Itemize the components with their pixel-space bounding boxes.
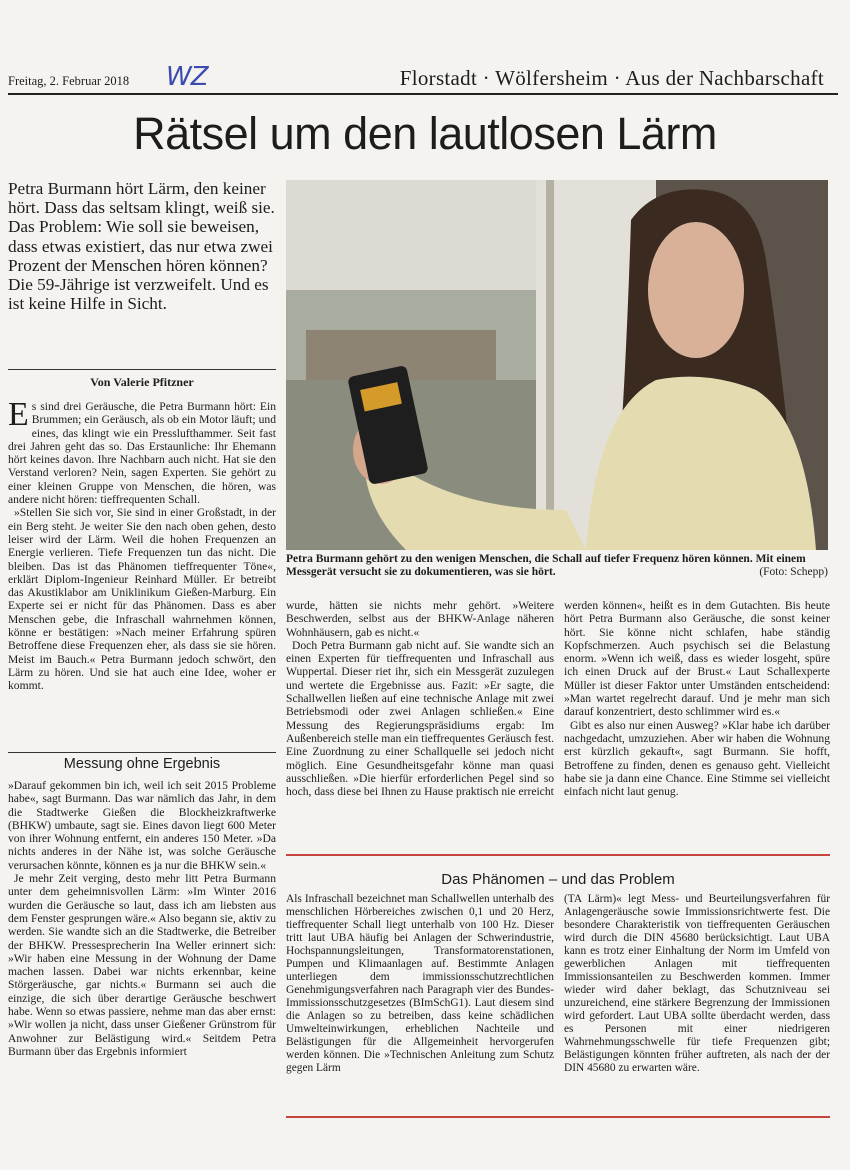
author-rule xyxy=(8,369,276,370)
paragraph: Doch Petra Burmann gab nicht auf. Sie wandte sich an einen Experten für tieffrequenten und Infraschall aus Wuppertal. Dieser riet ihr, sich ein Messgerät zuzulegen und wertete die Ergebnisse aus. Fazit: »Er sagte, die Schallwellen ließen auf eine technische Anlage mit zwei Betriebsmodi oder zwei Anlagen schließen.« Eine Messung des Regierungspräsidiums ergab: Im Außenbereich stelle man ein tieffrequentes Geräusch fest. Eine Zuordnung zu einer Schallquelle sei jedoch nicht möglich. Eine Gesundheitsgefahr könne man quasi ausschließen. »Die hierfür erforderlichen Pegel sind so hoch, dass diese bei Ihnen zu Hause praktisch nie erreicht xyxy=(286,638,554,799)
subhead-rule xyxy=(8,752,276,753)
photo-illustration xyxy=(286,180,828,550)
infobox-bottom-rule xyxy=(286,1116,830,1118)
article-photo xyxy=(286,180,828,550)
masthead-rule xyxy=(8,93,838,95)
paragraph: »Stellen Sie sich vor, Sie sind in einer Großstadt, in der ein Berg steht. Je weiter Sie den nach oben gehen, desto leiser wird der Lärm. Weil die hohen Frequenzen an Energie verlieren. Tiefe Frequenzen tun das nicht. Die bleiben. Das ist das Phänomen tieffrequenter Töne«, erklärt Diplom-Ingenieur Reinhard Müller. Er betreibt das Akustiklabor am Uniklinikum Gießen-Marburg. Ein Experte sei er nicht für das Phänomen. Dass es aber Menschen gebe, die Infraschall wahrnehmen können, könne er bestätigen: »Nach meiner Erfahrung spüren Betroffene diese Frequenzen eher, als dass sie sie hören. Meist im Bauch.« Petra Burmann jedoch schwört, den Lärm zu hören. Und sie hat auch eine Idee, woher er kommt. xyxy=(8,506,276,693)
photo-caption xyxy=(286,553,828,580)
article-column-3 xyxy=(564,599,830,798)
masthead xyxy=(8,62,838,96)
dropcap: E xyxy=(8,396,29,433)
section-title: Florstadt · Wölfersheim · Aus der Nachbarschaft xyxy=(399,66,824,90)
subhead: Messung ohne Ergebnis xyxy=(63,756,221,772)
infobox-title: Das Phänomen – und das Problem xyxy=(441,871,675,888)
article-lead: Petra Burmann hört Lärm, den keiner hört. Dass das seltsam klingt, weiß sie. Das Problem: Wie soll sie beweisen, dass etwas existiert, das nur etwa zwei Prozent der Menschen hören können? Die 59-Jährige ist verzweifelt. Und es ist keine Hilfe in Sicht. xyxy=(8,179,275,314)
paragraph: Je mehr Zeit verging, desto mehr litt Petra Burmann unter dem geheimnisvollen Lärm: »Im Winter 2016 wurden die Geräusche so laut, dass ich am liebsten aus dem Fenster gesprungen wäre.« Also begann sie, aktiv zu werden. Sie wandte sich an die Stadtwerke, die Betreiber der BHKW. Pressesprecherin Ina Weller erinnert sich: »Wir haben eine Messung in der Wohnung der Dame machen lassen. Dabei war nichts erkennbar, keine Störgeräusche, gar nichts.« Burmann sei auch die einzige, die sich über derartige Geräusche beschwert habe. Wenn so etwas passiere, nehme man das aber ernst: »Wir wollen ja nicht, dass unser Gießener Grünstrom für Anwohner zur Belästigung wird.« Seitdem Petra Burmann über das Ergebnis informiert xyxy=(8,872,276,1058)
paragraph: »Darauf gekommen bin ich, weil ich seit 2015 Probleme habe«, sagt Burmann. Das war nämlich das Jahr, in dem die Stadtwerke Gießen die Blockheizkraftwerke (BHKW) umbaute, sagt sie. Eines davon liegt 600 Meter von ihrer Wohnung entfernt, ein anderes 150 Meter. »Da nichts anderes in der Nähe ist, was solche Geräusche verursachen könnte, können es ja nur die BHKW sein.« xyxy=(8,779,276,872)
photo-credit: (Foto: Schepp) xyxy=(759,566,828,579)
infobox-top-rule xyxy=(286,854,830,856)
headline: Rätsel um den lautlosen Lärm xyxy=(133,108,717,159)
caption-text: Petra Burmann gehört zu den wenigen Menschen, die Schall auf tiefer Frequenz hören können. Mit einem Messgerät versucht sie zu dokumentieren, was sie hört. xyxy=(286,553,806,579)
paragraph: wurde, hätten sie nichts mehr gehört. »Weitere Beschwerden, selbst aus der BHKW-Anlage näheren Wohnhäusern, gab es nicht.« xyxy=(286,599,554,639)
newspaper-logo: WZ xyxy=(166,62,208,92)
infobox-column-2: (TA Lärm)« legt Mess- und Beurteilungsverfahren für Anlagengeräusche sowie Immissionsrichtwerte fest. Die besondere Charakteristik von tieffrequenten Geräuschen wird durch die DIN 45680 berücksichtigt. Laut UBA kann es trotz einer Einhaltung der Norm im Umfeld von gewerblichen Anlagen mit tieffrequenten Immissionsanteilen zu Beschwerden kommen. Immer wieder wird daher beklagt, das Schutzniveau sei unzureichend, eine stärkere Begrenzung der Immissionen wird gefordert. Laut UBA sollte überdacht werden, dass es Personen mit einer niedrigeren Wahrnehmungsschwelle für tiefe Frequenzen gibt; Belästigungen könnten früher auftreten, als nach der der DIN 45680 zu erwarten wäre. xyxy=(564,893,830,1074)
article-column-1 xyxy=(8,396,276,693)
byline: Von Valerie Pfitzner xyxy=(90,375,194,389)
infobox-column-1: Als Infraschall bezeichnet man Schallwellen unterhalb des menschlichen Hörbereiches zwischen 0,1 und 20 Herz, tieffrequenter Schall liegt unterhalb von 100 Hz. Dieser tritt laut UBA häufig bei Anlagen der Schwerindustrie, Hochspannungsleitungen, Transformatorenstationen, Pumpen und Klimaanlagen auf. Bestimmte Anlagen unterliegen dem immissionsschutzrechtlichen Genehmigungsverfahren nach Paragraph vier des Bundes-Immissionsschutzgesetzes (BImSchG1). Laut diesem sind die Anlagen so zu betreiben, dass keine schädlichen Umwelteinwirkungen, erheblichen Nachteile und Belästigungen für die Allgemeinheit hervorgerufen werden können. Die »Technischen Anleitung zum Schutz gegen Lärm xyxy=(286,893,554,1074)
paragraph: Es sind drei Geräusche, die Petra Burmann hört: Ein Brummen; ein Geräusch, als ob ein Motor läuft; und eines, das klingt wie ein Presslufthammer. Seit fast drei Jahren geht das so. Das Erstaunliche: Ihr Ehemann hört keines davon. Ihre Nachbarn auch nicht. Hat sie den Verstand verloren? Nein, sagen Experten. Sie gehört zu einer kleinen Gruppe von Menschen, die hören, was andere nicht hören: tieffrequenten Schall. xyxy=(8,396,276,507)
paragraph: Gibt es also nur einen Ausweg? »Klar habe ich darüber nachgedacht, umzuziehen. Aber wir haben die Wohnung erst kürzlich gekauft«, sagt Burmann. Sie hofft, Betroffene zu finden, denen es genauso geht. Vielleicht habe sie ja dann eine Chance. Eine Stimme sei vielleicht einfach nicht laut genug. xyxy=(564,718,830,799)
issue-date: Freitag, 2. Februar 2018 xyxy=(8,74,130,88)
article-column-2 xyxy=(286,599,554,798)
article-column-1b xyxy=(8,779,276,1058)
paragraph: werden können«, heißt es in dem Gutachten. Bis heute hört Petra Burmann also Geräusche, die sonst keiner hört. Sie könne nicht schlafen, habe ständig Kopfschmerzen. Auch psychisch sei die Belastung enorm. »Wenn ich weiß, dass es wieder losgeht, spüre ich einen Druck auf der Brust.« Laut Schallexperte Müller ist dieser Faktor unter Umständen entscheidend: »Man wartet regelrecht darauf. Und je mehr man sich darauf konzentriert, desto schlimmer wird es.« xyxy=(564,599,830,719)
